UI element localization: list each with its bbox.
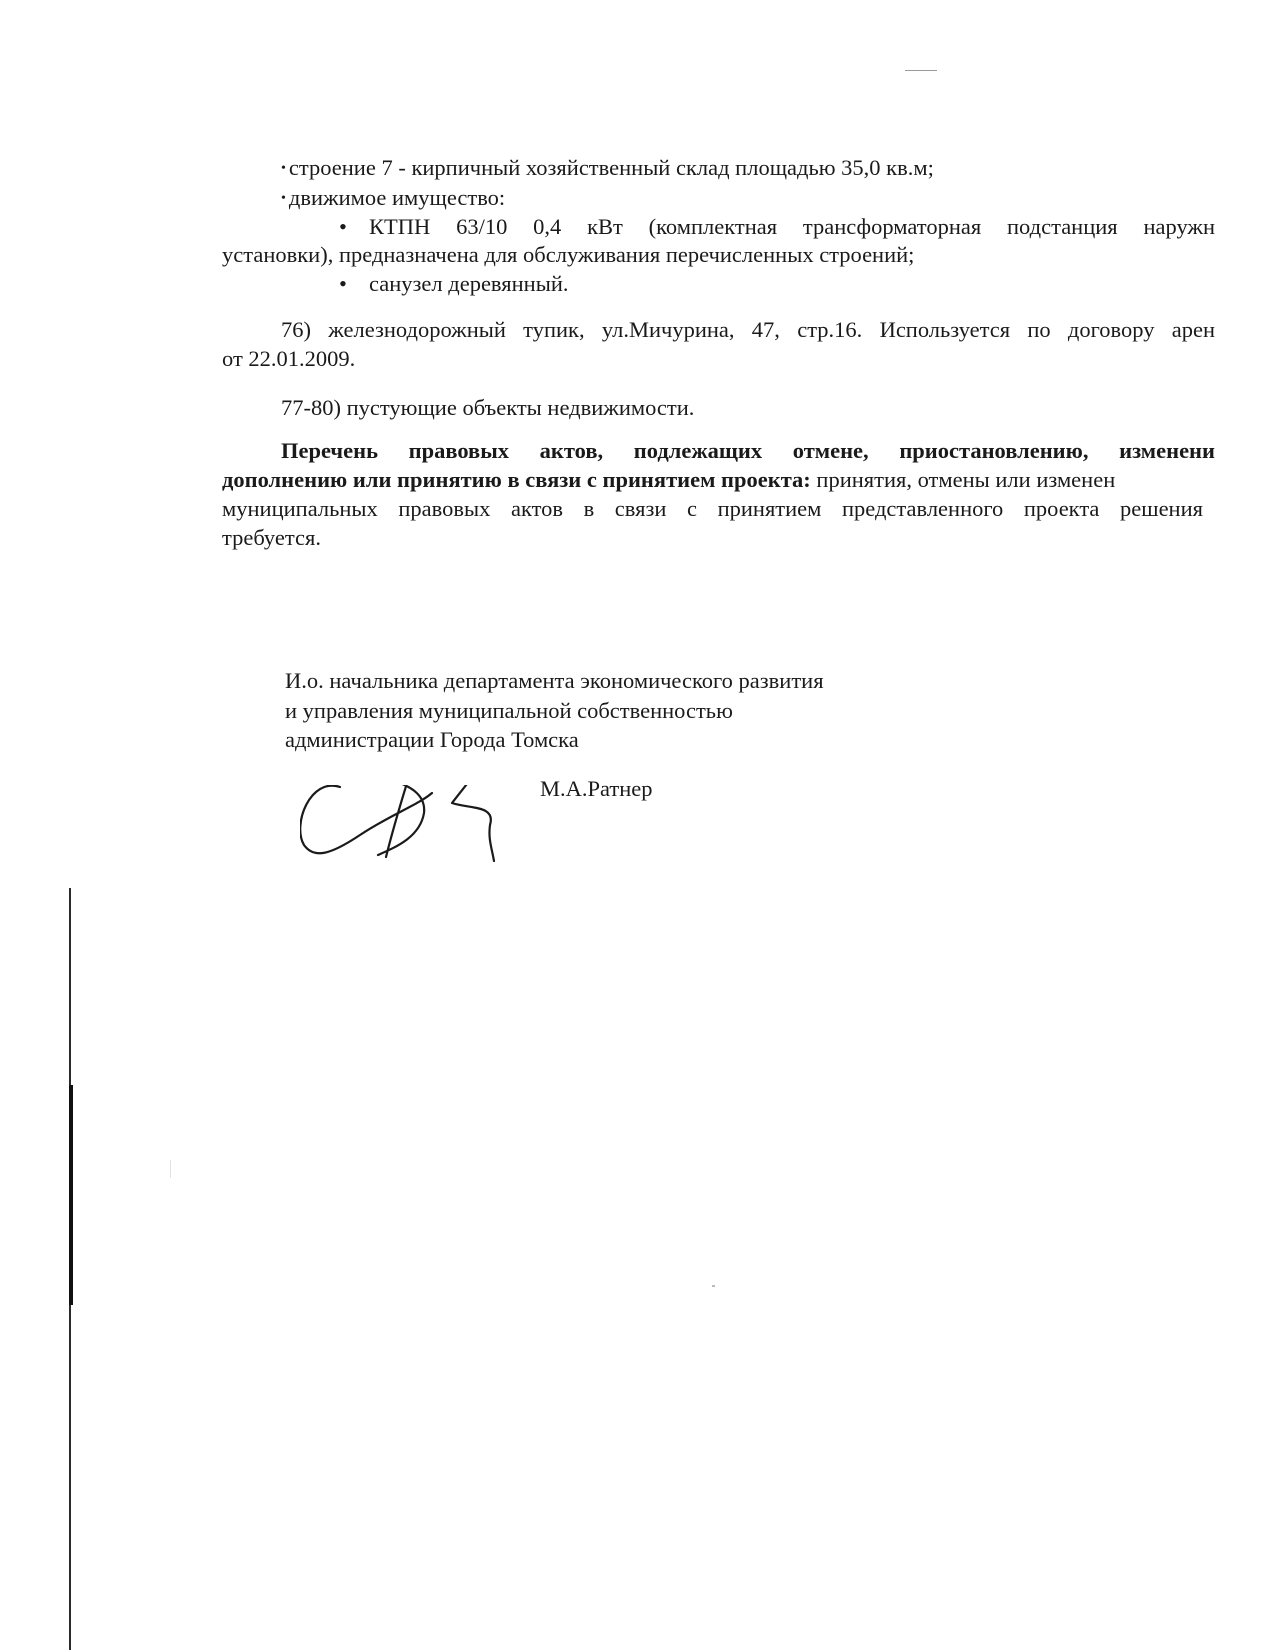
signatory-title-line2: и управления муниципальной собственностью (285, 698, 733, 723)
scan-edge-line (69, 1085, 73, 1305)
legal-acts-line3: муниципальных правовых актов в связи с принятием представленного проекта решения (222, 496, 1203, 521)
signatory-title-line1: И.о. начальника департамента экономического развития (285, 668, 824, 693)
signatory-name: М.А.Ратнер (540, 776, 653, 801)
bullet-text: строение 7 - кирпичный хозяйственный склад площадью 35,0 кв.м; (288, 155, 934, 180)
bullet-dot-icon: • (281, 191, 286, 206)
item-76-line1: 76) железнодорожный тупик, ул.Мичурина, 47, стр.16. Используется по договору арен (281, 317, 1215, 342)
subbullet-ktpn-line1: КТПН 63/10 0,4 кВт (комплектная трансформаторная подстанция наружн (369, 214, 1215, 239)
subbullet-dot-icon: • (339, 214, 347, 239)
bullet-movable-property (281, 185, 505, 212)
legal-acts-heading-line2: дополнению или принятию в связи с принятием проекта: (222, 467, 811, 492)
signature-icon (300, 785, 530, 865)
signatory-title-line3: администрации Города Томска (285, 727, 579, 752)
bullet-text: движимое имущество: (288, 185, 506, 210)
item-77-80: 77-80) пустующие объекты недвижимости. (281, 395, 695, 420)
scan-mark (905, 70, 937, 71)
legal-acts-line2 (222, 467, 1115, 493)
subbullet-toilet: санузел деревянный. (369, 271, 569, 296)
bullet-building-7 (281, 155, 934, 182)
subbullet-ktpn-line2: установки), предназначена для обслуживания перечисленных строений; (222, 242, 915, 267)
legal-acts-heading-line1: Перечень правовых актов, подлежащих отмене, приостановлению, изменени (281, 438, 1215, 463)
bullet-dot-icon: • (281, 161, 286, 176)
subbullet-dot-icon: • (339, 271, 347, 296)
legal-acts-text: принятия, отмены или изменен (810, 467, 1116, 492)
legal-acts-line4: требуется. (222, 525, 321, 550)
scan-speck (170, 1160, 171, 1178)
scan-speck (712, 1285, 715, 1287)
item-76-line2: от 22.01.2009. (222, 346, 356, 371)
